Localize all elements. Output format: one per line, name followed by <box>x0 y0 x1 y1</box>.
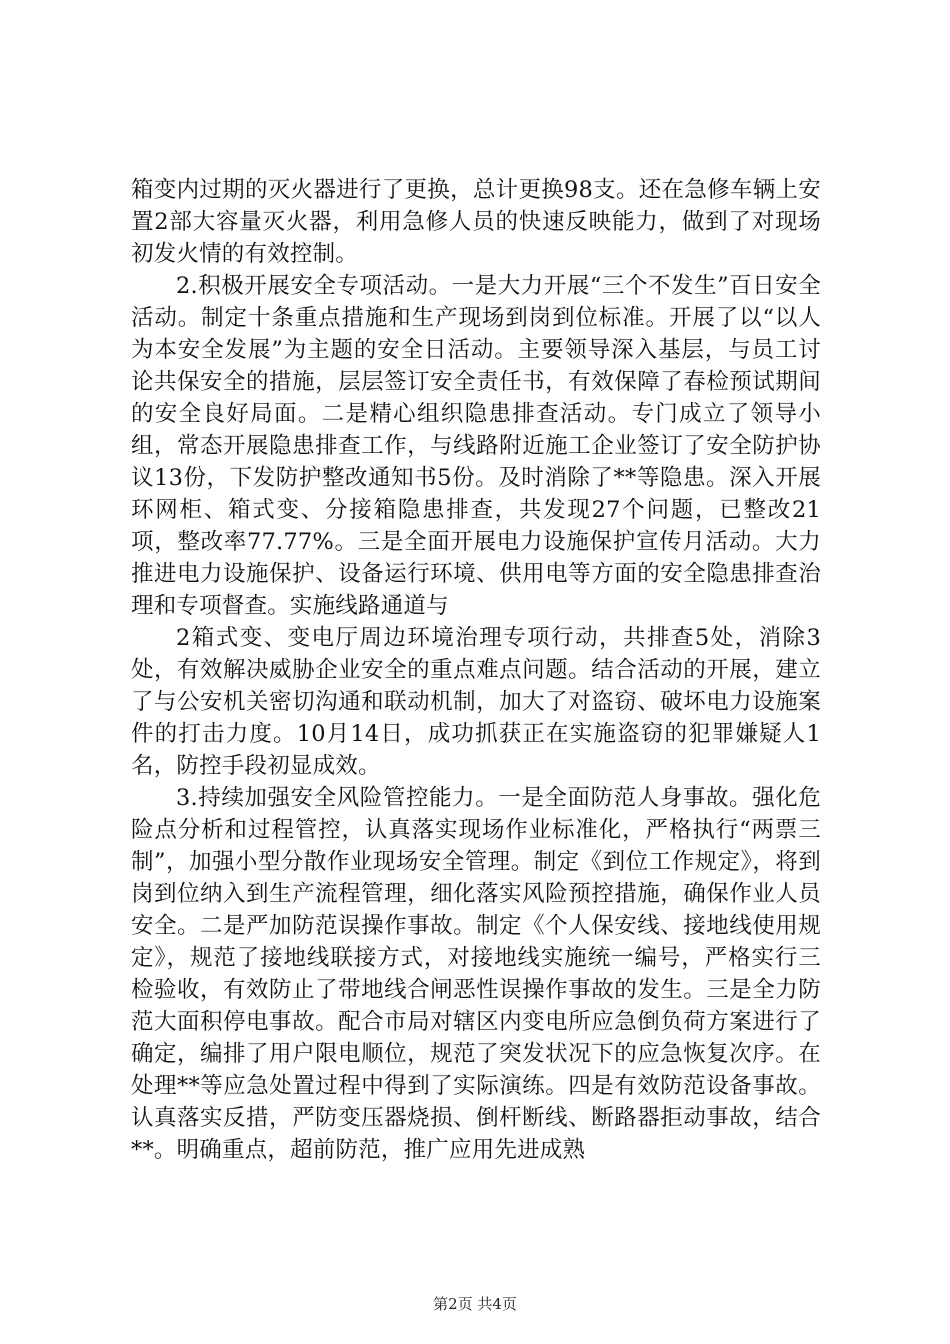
paragraph-risk-control: 3.持续加强安全风险管控能力。一是全面防范人身事故。强化危险点分析和过程管控，认真落实现场作业标准化，严格执行“两票三制”，加强小型分散作业现场安全管理。制定《到位工作规定》，将到岗到位纳入到生产流程管理，细化落实风险预控措施，确保作业人员安全。二是严加防范误操作事故。制定《个人保安线、接地线使用规定》，规范了接地线联接方式，对接地线实施统一编号，严格实行三检验收，有效防止了带地线合闸恶性误操作事故的发生。三是全力防范大面积停电事故。配合市局对辖区内变电所应急倒负荷方案进行了确定，编排了用户限电顺位，规范了突发状况下的应急恢复次序。在处理**等应急处置过程中得到了实际演练。四是有效防范设备事故。认真落实反措，严防变压器烧损、倒杆断线、断路器拒动事故，结合**。明确重点，超前防范，推广应用先进成熟 <box>131 785 821 1163</box>
paragraph-fire-extinguisher: 箱变内过期的灭火器进行了更换，总计更换98支。还在急修车辆上安置2部大容量灭火器，利用急修人员的快速反映能力，做到了对现场初发火情的有效控制。 <box>131 177 821 267</box>
paragraph-safety-activities: 2.积极开展安全专项活动。一是大力开展“三个不发生”百日安全活动。制定十条重点措施和生产现场到岗到位标准。开展了以“以人为本安全发展”为主题的安全日活动。主要领导深入基层，与员工讨论共保安全的措施，层层签订安全责任书，有效保障了春检预试期间的安全良好局面。二是精心组织隐患排查活动。专门成立了领导小组，常态开展隐患排查工作，与线路附近施工企业签订了安全防护协议13份，下发防护整改通知书5份。及时消除了**等隐患。深入开展环网柜、箱式变、分接箱隐患排查，共发现27个问题，已整改21项，整改率77.77%。三是全面开展电力设施保护宣传月活动。大力推进电力设施保护、设备运行环境、供用电等方面的安全隐患排查治理和专项督查。实施线路通道与 <box>131 273 821 619</box>
page-footer <box>0 1294 950 1314</box>
document-body <box>131 174 821 1166</box>
page-number: 第2页 共4页 <box>433 1295 517 1313</box>
paragraph-environment-governance: 2箱式变、变电厅周边环境治理专项行动，共排查5处，消除3处，有效解决威胁企业安全的重点难点问题。结合活动的开展，建立了与公安机关密切沟通和联动机制，加大了对盗窃、破坏电力设施案件的打击力度。10月14日，成功抓获正在实施盗窃的犯罪嫌疑人1名，防控手段初显成效。 <box>131 625 821 779</box>
